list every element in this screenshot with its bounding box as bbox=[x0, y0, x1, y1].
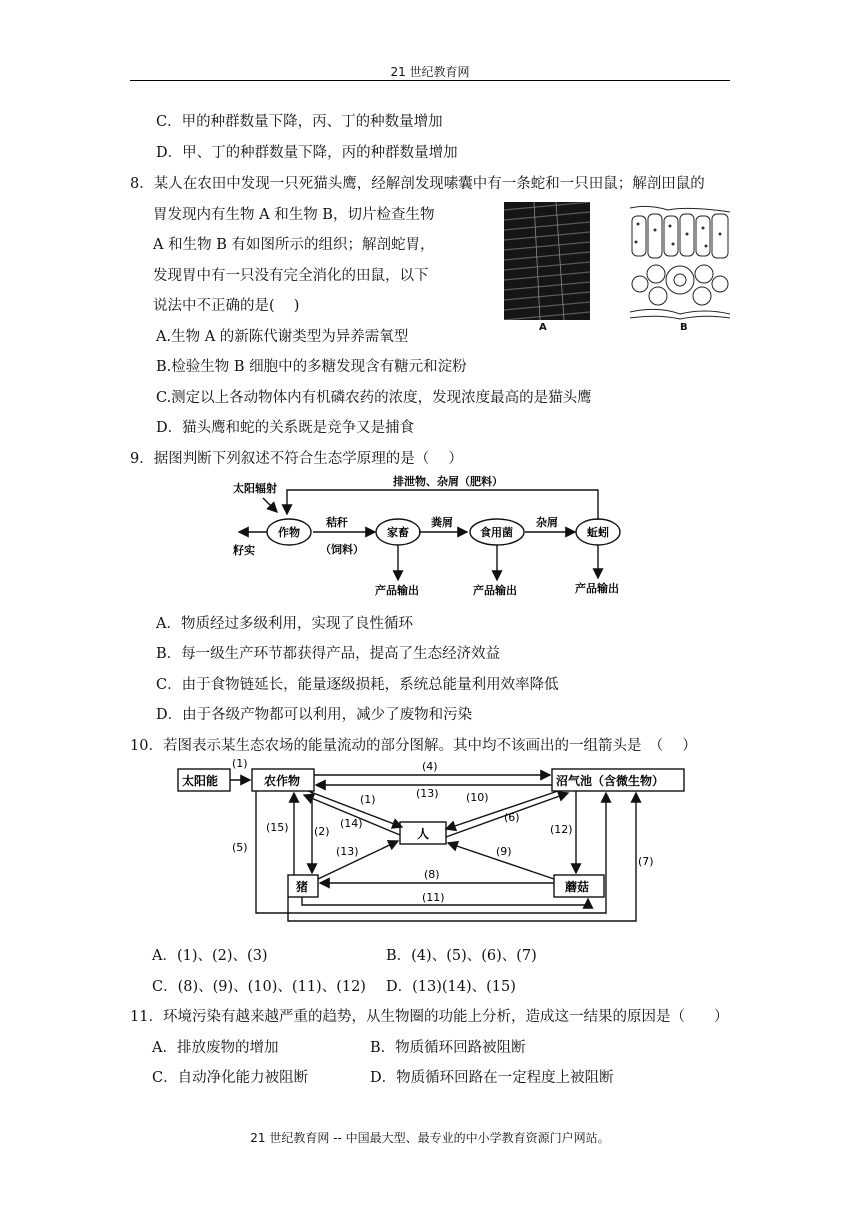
arrow-label-15: (15) bbox=[266, 821, 289, 834]
arrow-label-8: (8) bbox=[424, 868, 440, 881]
node-fungus: 食用菌 bbox=[480, 526, 513, 539]
arrow-label-13-bottom: (13) bbox=[336, 845, 359, 858]
q10-stem: 10．若图表示某生态农场的能量流动的部分图解。其中均不该画出的一组箭头是 （ ） bbox=[130, 738, 697, 754]
q9-option-d: D．由于各级产物都可以利用，减少了废物和污染 bbox=[156, 707, 473, 723]
q8-stem-line4: 发现胃中有一只没有完全消化的田鼠，以下 bbox=[153, 268, 429, 284]
q10-option-c: C．(8)、(9)、(10)、(11)、(12) bbox=[152, 979, 366, 995]
arrow-label-1b: (1) bbox=[360, 793, 376, 806]
q11-option-d: D．物质循环回路在一定程度上被阻断 bbox=[370, 1070, 614, 1086]
arrow-label-12: (12) bbox=[550, 823, 573, 836]
label-feedback: 排泄物、杂屑（肥料） bbox=[393, 475, 503, 488]
arrow-label-2: (2) bbox=[314, 825, 330, 838]
label-sun-radiation: 太阳辐射 bbox=[233, 482, 277, 495]
figure-b-label: B bbox=[680, 322, 688, 333]
node-biogas: 沼气池（含微生物） bbox=[556, 774, 665, 788]
q8-option-c: C.测定以上各动物体内有机磷农药的浓度，发现浓度最高的是猫头鹰 bbox=[156, 390, 592, 406]
arrow-label-4: (4) bbox=[422, 760, 438, 773]
q9-option-c: C．由于食物链延长，能量逐级损耗，系统总能量利用效率降低 bbox=[156, 677, 559, 693]
node-crop: 作物 bbox=[278, 526, 300, 539]
label-manure: 粪屑 bbox=[431, 516, 453, 529]
q9-option-b: B．每一级生产环节都获得产品，提高了生态经济效益 bbox=[156, 646, 501, 662]
q8-stem-line1: 8．某人在农田中发现一只死猫头鹰，经解剖发现嗉囊中有一条蛇和一只田鼠；解剖田鼠的 bbox=[130, 176, 705, 192]
q10-energy-flow-diagram bbox=[176, 755, 696, 925]
header-rule bbox=[130, 80, 730, 81]
q11-option-c: C．自动净化能力被阻断 bbox=[152, 1070, 309, 1086]
tissue-image-b bbox=[628, 204, 732, 320]
q10-option-d: D．(13)(14)、(15) bbox=[386, 979, 516, 995]
q8-stem-line5: 说法中不正确的是( ) bbox=[153, 298, 300, 314]
tissue-image-a bbox=[504, 202, 590, 320]
q9-stem: 9．据图判断下列叙述不符合生态学原理的是（ ） bbox=[130, 451, 463, 467]
q10-option-a: A．(1)、(2)、(3) bbox=[152, 948, 268, 964]
q9-flow-diagram bbox=[225, 470, 635, 600]
arrow-label-1: (1) bbox=[232, 757, 248, 770]
arrow-label-9: (9) bbox=[496, 845, 512, 858]
q7-option-c: C．甲的种群数量下降，丙、丁的种数量增加 bbox=[156, 114, 443, 130]
node-sun: 太阳能 bbox=[182, 774, 219, 788]
label-output-2: 产品输出 bbox=[473, 584, 517, 597]
arrow-label-11: (11) bbox=[422, 891, 445, 904]
arrow-label-5: (5) bbox=[232, 841, 248, 854]
page-footer: 21 世纪教育网 -- 中国最大型、最专业的中小学教育资源门户网站。 bbox=[250, 1131, 610, 1145]
node-human: 人 bbox=[417, 827, 430, 841]
q7-option-d: D．甲、丁的种群数量下降，丙的种群数量增加 bbox=[156, 145, 458, 161]
page-header: 21 世纪教育网 bbox=[390, 65, 470, 79]
figure-a-label: A bbox=[539, 322, 547, 333]
arrow-label-10: (10) bbox=[466, 791, 489, 804]
arrow-label-14: (14) bbox=[340, 817, 363, 830]
node-crop: 农作物 bbox=[264, 774, 301, 788]
q11-option-a: A．排放废物的增加 bbox=[152, 1040, 279, 1056]
node-livestock: 家畜 bbox=[387, 526, 409, 539]
label-straw: 秸秆 bbox=[326, 516, 348, 529]
label-seed: 籽实 bbox=[233, 544, 255, 557]
q8-option-b: B.检验生物 B 细胞中的多糖发现含有糖元和淀粉 bbox=[156, 359, 467, 375]
node-mushroom: 蘑菇 bbox=[565, 880, 590, 894]
q8-option-a: A.生物 A 的新陈代谢类型为异养需氧型 bbox=[156, 329, 409, 345]
node-pig: 猪 bbox=[296, 880, 309, 894]
q9-option-a: A．物质经过多级利用，实现了良性循环 bbox=[156, 616, 413, 632]
q8-stem-line3: A 和生物 B 有如图所示的组织；解剖蛇胃， bbox=[153, 237, 435, 253]
label-debris: 杂屑 bbox=[536, 516, 558, 529]
node-earthworm: 蚯蚓 bbox=[587, 526, 609, 539]
q10-option-b: B．(4)、(5)、(6)、(7) bbox=[386, 948, 537, 964]
q8-option-d: D．猫头鹰和蛇的关系既是竞争又是捕食 bbox=[156, 420, 415, 436]
label-feed: （饲料） bbox=[320, 543, 364, 556]
q11-stem: 11．环境污染有越来越严重的趋势，从生物圈的功能上分析，造成这一结果的原因是（ ） bbox=[130, 1009, 729, 1025]
q11-option-b: B．物质循环回路被阻断 bbox=[370, 1040, 526, 1056]
arrow-label-7: (7) bbox=[638, 855, 654, 868]
label-output-1: 产品输出 bbox=[375, 584, 419, 597]
arrow-label-13-top: (13) bbox=[416, 787, 439, 800]
label-output-3: 产品输出 bbox=[575, 582, 619, 595]
arrow-label-6: (6) bbox=[504, 811, 520, 824]
q8-stem-line2: 胃发现内有生物 A 和生物 B，切片检查生物 bbox=[153, 207, 435, 223]
